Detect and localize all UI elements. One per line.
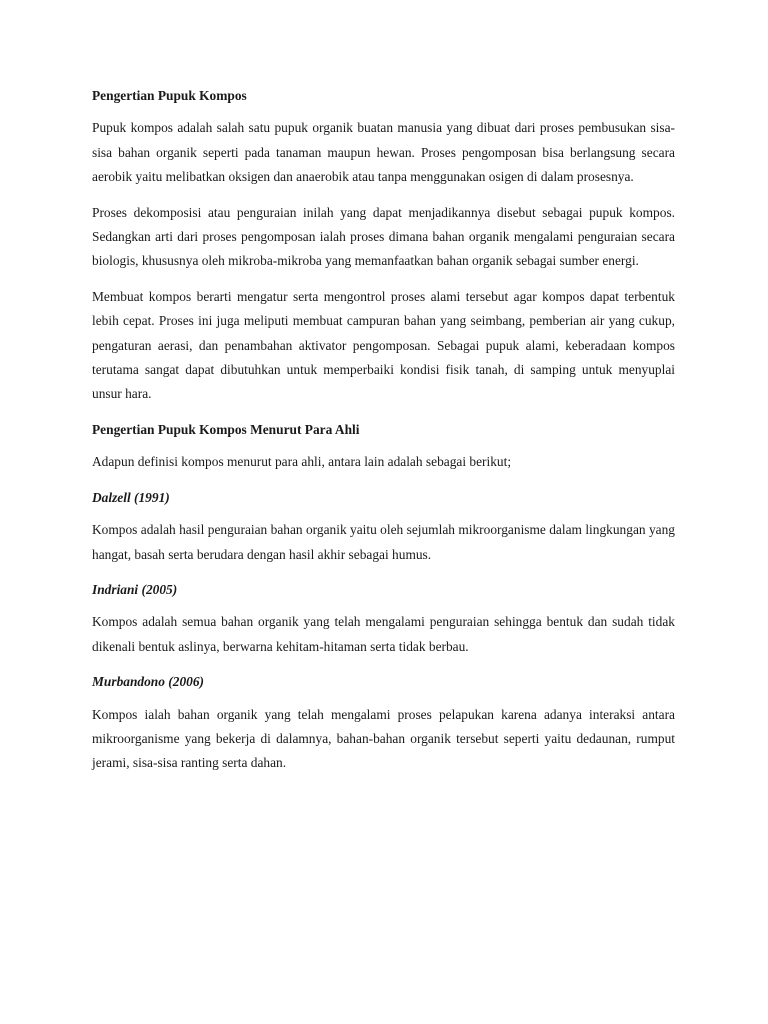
paragraph-making-compost: Membuat kompos berarti mengatur serta mengontrol proses alami tersebut agar kompos dapat terbentuk lebih cepat. Proses ini juga meliputi membuat campuran bahan yang seimbang, pemberian air yang cukup, pengaturan aerasi, dan penambahan aktivator pengomposan. Sebagai pupuk alami, keberadaan kompos terutama sangat dapat dibutuhkan untuk memperbaiki kondisi fisik tanah, di samping untuk menyuplai unsur hara. [92, 288, 675, 402]
section-heading-experts: Pengertian Pupuk Kompos Menurut Para Ahli [92, 421, 360, 437]
paragraph-experts-intro: Adapun definisi kompos menurut para ahli, antara lain adalah sebagai berikut; [92, 454, 512, 470]
paragraph-murbandono: Kompos ialah bahan organik yang telah mengalami proses pelapukan karena adanya interaksi antara mikroorganisme yang bekerja di dalamnya, bahan-bahan organik tersebut seperti yaitu dedaunan, rumput jerami, sisa-sisa ranting serta dahan. [92, 706, 675, 771]
paragraph-dalzell: Kompos adalah hasil penguraian bahan organik yaitu oleh sejumlah mikroorganisme dalam lingkungan yang hangat, basah serta berudara dengan hasil akhir sebagai humus. [92, 522, 675, 562]
author-heading-indriani: Indriani (2005) [92, 581, 178, 597]
document-page [92, 84, 675, 787]
paragraph-definition: Pupuk kompos adalah salah satu pupuk organik buatan manusia yang dibuat dari proses pembusukan sisa-sisa bahan organik seperti pada tanaman maupun hewan. Proses pengomposan bisa berlangsung secara aerobik yaitu melibatkan oksigen dan anaerobik atau tanpa menggunakan osigen di dalam prosesnya. [92, 120, 675, 185]
paragraph-indriani: Kompos adalah semua bahan organik yang telah mengalami penguraian sehingga bentuk dan sudah tidak dikenali bentuk aslinya, berwarna kehitam-hitaman serta tidak berbau. [92, 614, 675, 654]
section-heading-pengertian: Pengertian Pupuk Kompos [92, 88, 247, 103]
paragraph-decomposition: Proses dekomposisi atau penguraian inilah yang dapat menjadikannya disebut sebagai pupuk kompos. Sedangkan arti dari proses pengomposan ialah proses dimana bahan organik mengalami penguraian secara biologis, khususnya oleh mikroba-mikroba yang memanfaatkan bahan organik sebagai sumber energi. [92, 204, 675, 269]
author-heading-dalzell: Dalzell (1991) [92, 489, 170, 505]
author-heading-murbandono: Murbandono (2006) [92, 674, 204, 690]
